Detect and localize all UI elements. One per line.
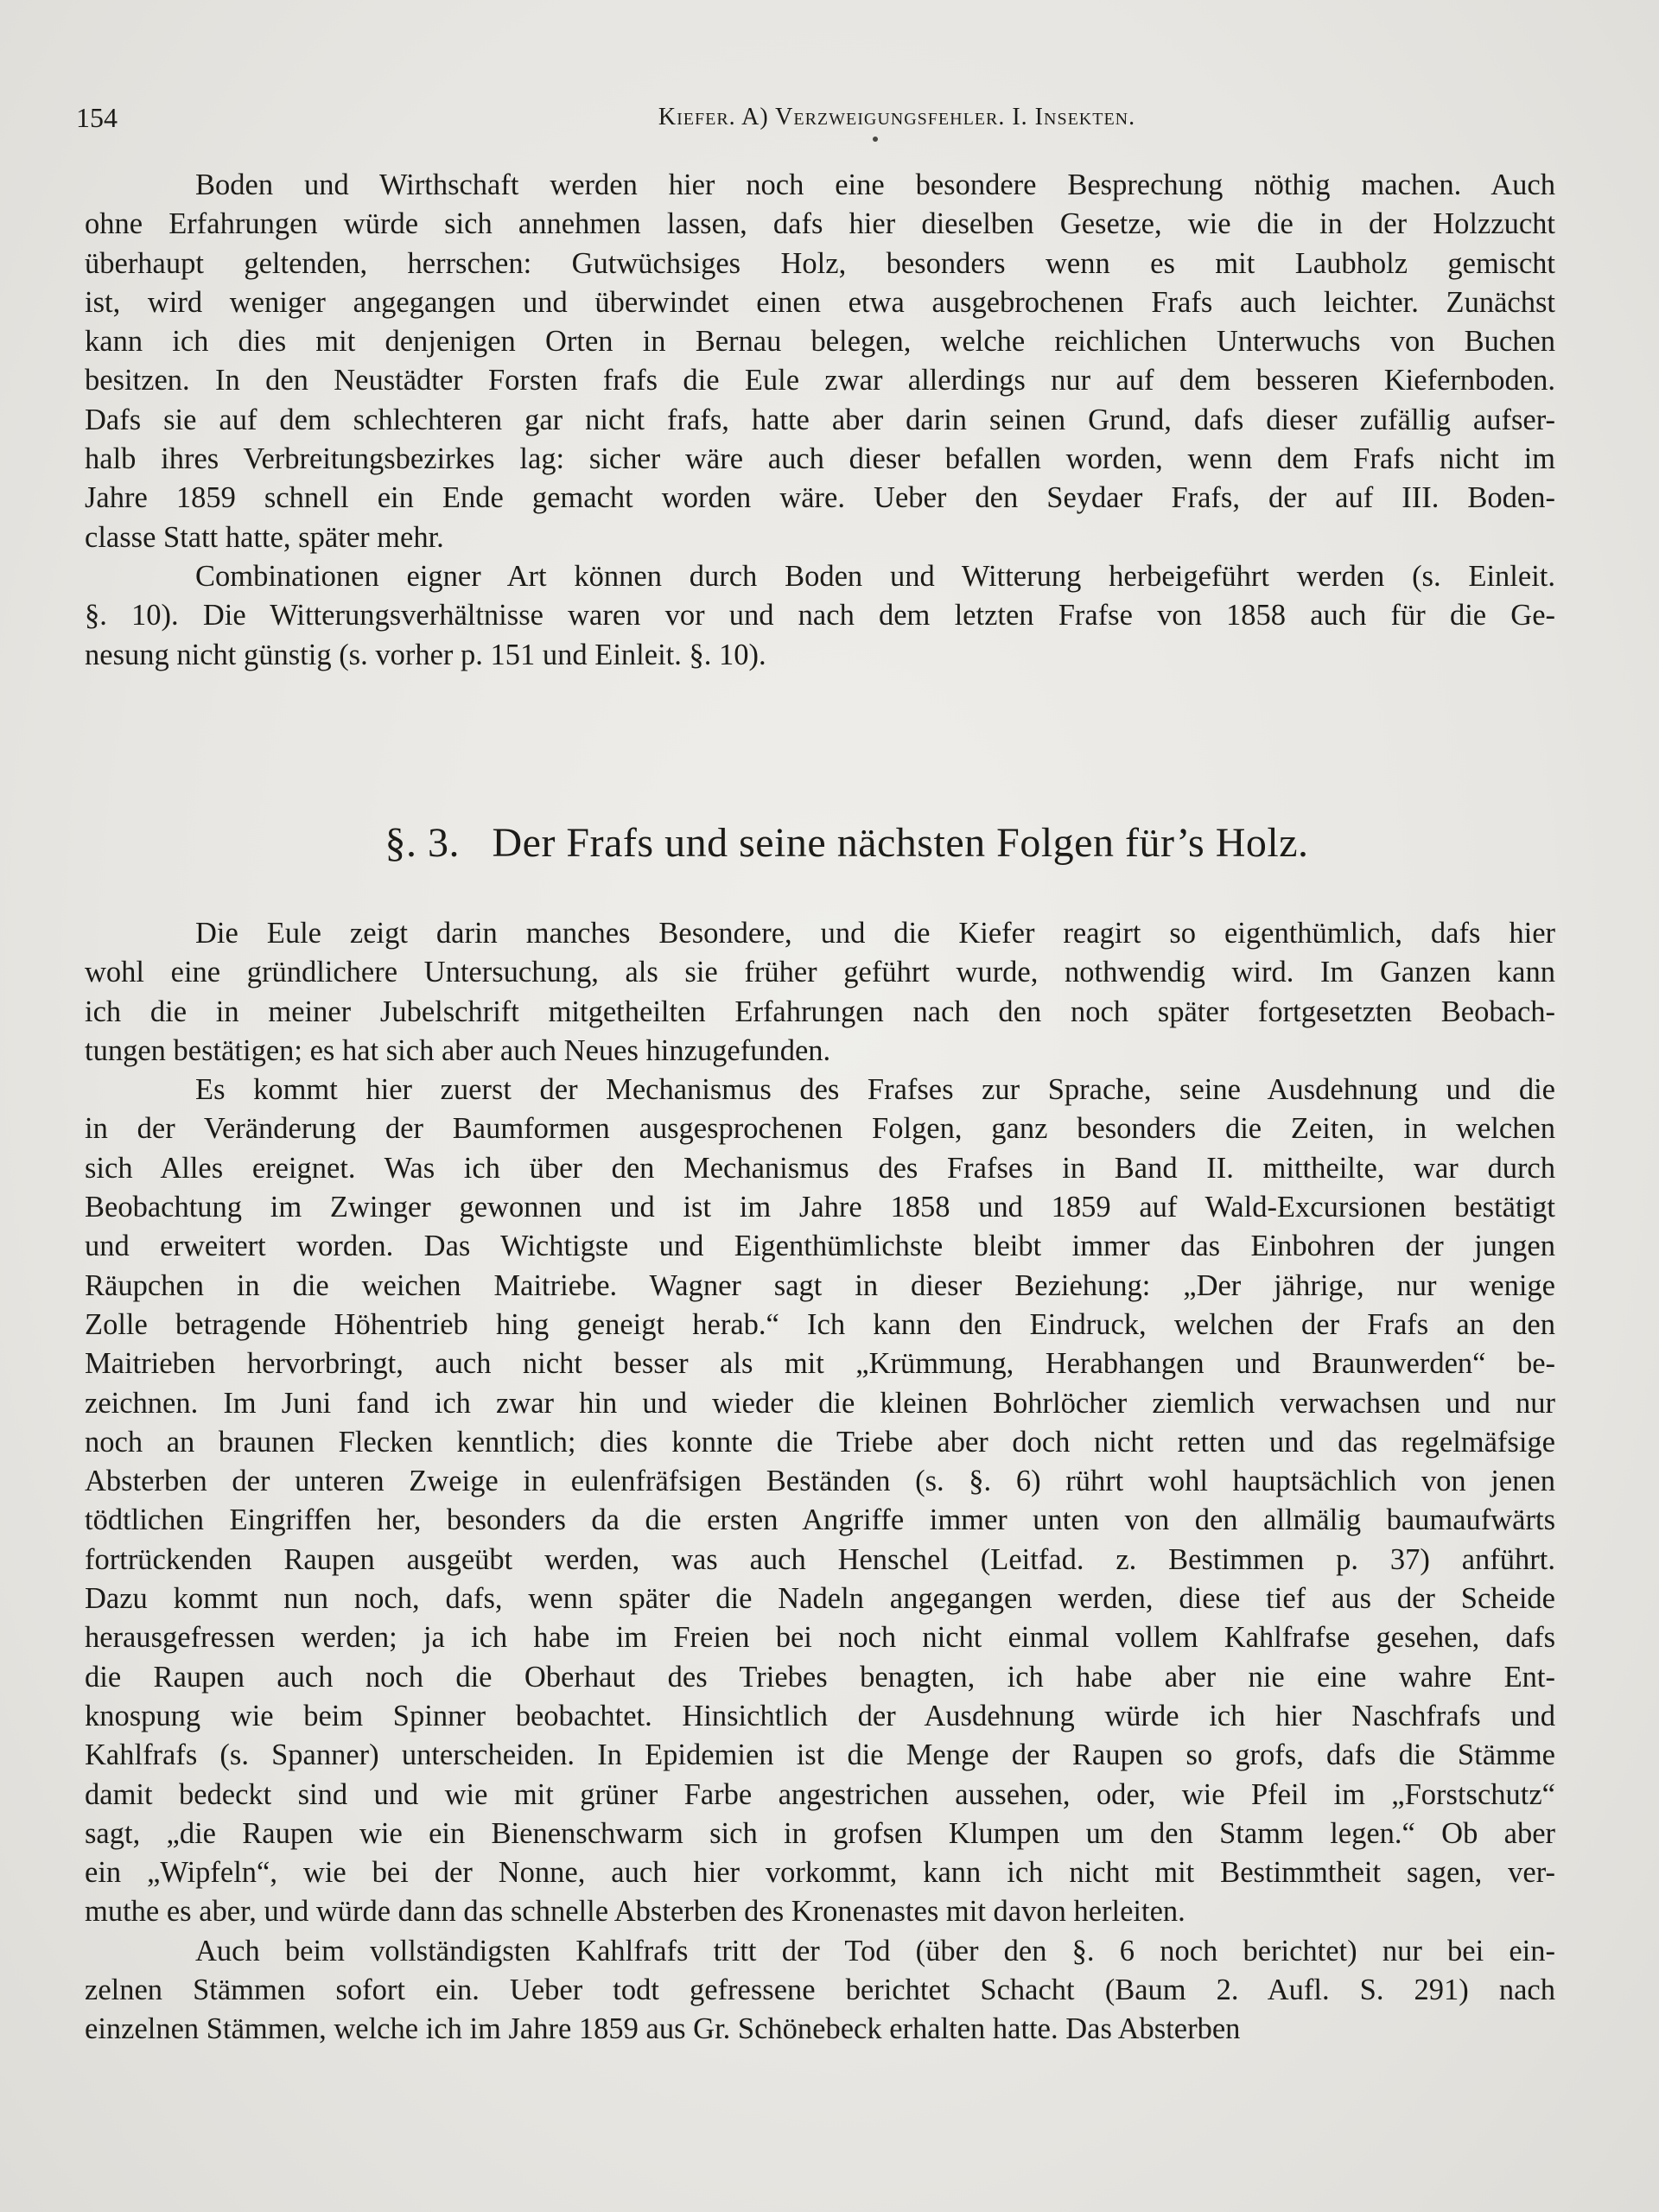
text-line: Räupchen in die weichen Maitriebe. Wagner sagt in dieser Beziehung: „Der jährige, nur wenige xyxy=(85,1268,1555,1302)
text-line: besitzen. In den Neustädter Forsten frafs die Eule zwar allerdings nur auf dem besseren Kiefernboden. xyxy=(85,364,1555,397)
text-line: überhaupt geltenden, herrschen: Gutwüchsiges Holz, besonders wenn es mit Laubholz gemischt xyxy=(85,246,1555,280)
text-line: fortrückenden Raupen ausgeübt werden, was auch Henschel (Leitfad. z. Bestimmen p. 37) anführt. xyxy=(85,1542,1555,1576)
text-line: Dafs sie auf dem schlechteren gar nicht frafs, hatte aber darin seinen Grund, dafs dieser zufällig aufser- xyxy=(85,403,1555,436)
paragraph xyxy=(85,557,1555,675)
text-line: sich Alles ereignet. Was ich über den Mechanismus des Frafses in Band II. mittheilte, war durch xyxy=(85,1151,1555,1185)
text-line: Die Eule zeigt darin manches Besondere, und die Kiefer reagirt so eigenthümlich, dafs hier xyxy=(195,917,1555,950)
paragraph xyxy=(85,1932,1555,2050)
text-line: einzelnen Stämmen, welche ich im Jahre 1859 aus Gr. Schönebeck erhalten hatte. Das Absterben xyxy=(85,2012,1241,2046)
section-heading xyxy=(0,819,1659,867)
text-line: Maitrieben hervorbringt, auch nicht besser als mit „Krümmung, Herabhangen und Braunwerden“ be- xyxy=(85,1347,1555,1381)
text-line: und erweitert worden. Das Wichtigste und Eigenthümlichste bleibt immer das Einbohren der jungen xyxy=(85,1230,1555,1263)
text-line: tödtlichen Eingriffen her, besonders da die ersten Angriffe immer unten von den allmälig baumaufwärts xyxy=(85,1503,1555,1537)
text-line: damit bedeckt sind und wie mit grüner Farbe angestrichen aussehen, oder, wie Pfeil im „Forstschutz“ xyxy=(85,1777,1555,1811)
text-line: Beobachtung im Zwinger gewonnen und ist im Jahre 1858 und 1859 auf Wald-Excursionen bestätigt xyxy=(85,1191,1555,1224)
text-line: ist, wird weniger angegangen und überwindet einen etwa ausgebrochenen Frafs auch leichter. Zunächst xyxy=(85,285,1555,319)
text-line: zelnen Stämmen sofort ein. Ueber todt gefressene berichtet Schacht (Baum 2. Aufl. S. 291) nach xyxy=(85,1974,1555,2007)
text-line: kann ich dies mit denjenigen Orten in Bernau belegen, welche reichlichen Unterwuchs von Buchen xyxy=(85,325,1555,359)
text-line: Absterben der unteren Zweige in eulenfräfsigen Beständen (s. §. 6) rührt wohl hauptsächlich von jenen xyxy=(85,1465,1555,1498)
text-line: Zolle betragende Höhentrieb hing geneigt herab.“ Ich kann den Eindruck, welchen der Frafs an den xyxy=(85,1307,1555,1341)
text-line: tungen bestätigen; es hat sich aber auch Neues hinzugefunden. xyxy=(85,1033,831,1067)
text-line: Boden und Wirthschaft werden hier noch eine besondere Besprechung nöthig machen. Auch xyxy=(195,168,1555,201)
text-line: ich die in meiner Jubelschrift mitgetheilten Erfahrungen nach den noch später fortgesetzten Beobach- xyxy=(85,995,1555,1028)
text-line: ein „Wipfeln“, wie bei der Nonne, auch hier vorkommt, kann ich nicht mit Bestimmtheit sagen, ver- xyxy=(85,1856,1555,1890)
text-line: zeichnen. Im Juni fand ich zwar hin und wieder die kleinen Bohrlöcher ziemlich verwachsen und nur xyxy=(85,1386,1555,1420)
text-line: Jahre 1859 schnell ein Ende gemacht worden wäre. Ueber den Seydaer Frafs, der auf III. Boden- xyxy=(85,481,1555,515)
text-line: nesung nicht günstig (s. vorher p. 151 und Einleit. §. 10). xyxy=(85,638,766,671)
text-line: muthe es aber, und würde dann das schnelle Absterben des Kronenastes mit davon herleiten. xyxy=(85,1895,1185,1929)
paragraph xyxy=(85,914,1555,1071)
page-header xyxy=(76,102,1580,137)
page-number: 154 xyxy=(76,102,118,133)
text-line: §. 10). Die Witterungsverhältnisse waren vor und nach dem letzten Frafse von 1858 auch für die Ge- xyxy=(85,599,1555,632)
text-line: in der Veränderung der Baumformen ausgesprochenen Folgen, ganz besonders die Zeiten, in welchen xyxy=(85,1112,1555,1146)
text-line: Es kommt hier zuerst der Mechanismus des Frafses zur Sprache, seine Ausdehnung und die xyxy=(195,1073,1555,1107)
text-line: ohne Erfahrungen würde sich annehmen lassen, dafs hier dieselben Gesetze, wie die in der Holzzucht xyxy=(85,207,1555,241)
running-head: Kiefer. A) Verzweigungsfehler. I. Insekten. xyxy=(658,104,1136,130)
text-line: sagt, „die Raupen wie ein Bienenschwarm sich in grofsen Klumpen um den Stamm legen.“ Ob aber xyxy=(85,1816,1555,1850)
text-line: Auch beim vollständigsten Kahlfrafs tritt der Tod (über den §. 6 noch berichtet) nur bei ein- xyxy=(195,1934,1555,1967)
section-title: Der Frafs und seine nächsten Folgen für’s Holz. xyxy=(492,820,1309,866)
text-line: Kahlfrafs (s. Spanner) unterscheiden. In Epidemien ist die Menge der Raupen so grofs, dafs die Stämme xyxy=(85,1738,1555,1772)
text-line: classe Statt hatte, später mehr. xyxy=(85,520,444,554)
print-speck xyxy=(873,137,878,142)
paragraph xyxy=(85,1071,1555,1932)
text-line: halb ihres Verbreitungsbezirkes lag: sicher wäre auch dieser befallen worden, wenn dem Frafs nicht im xyxy=(85,442,1555,476)
paragraph xyxy=(85,166,1555,557)
main-text-block xyxy=(85,914,1555,2050)
text-line: herausgefressen werden; ja ich habe im Freien bei noch nicht einmal vollem Kahlfrafse gesehen, dafs xyxy=(85,1621,1555,1655)
text-line: wohl eine gründlichere Untersuchung, als sie früher geführt wurde, nothwendig wird. Im Ganzen kann xyxy=(85,956,1555,989)
top-text-block xyxy=(85,166,1555,675)
section-number: §. 3. xyxy=(385,820,460,866)
text-line: die Raupen auch noch die Oberhaut des Triebes benagten, ich habe aber nie eine wahre Ent- xyxy=(85,1660,1555,1694)
text-line: knospung wie beim Spinner beobachtet. Hinsichtlich der Ausdehnung würde ich hier Naschfrafs und xyxy=(85,1699,1555,1732)
text-line: Combinationen eigner Art können durch Boden und Witterung herbeigeführt werden (s. Einleit. xyxy=(195,559,1555,593)
text-line: noch an braunen Flecken kenntlich; dies konnte die Triebe aber doch nicht retten und das regelmäfsige xyxy=(85,1425,1555,1459)
text-line: Dazu kommt nun noch, dafs, wenn später die Nadeln angegangen werden, diese tief aus der Scheide xyxy=(85,1582,1555,1616)
